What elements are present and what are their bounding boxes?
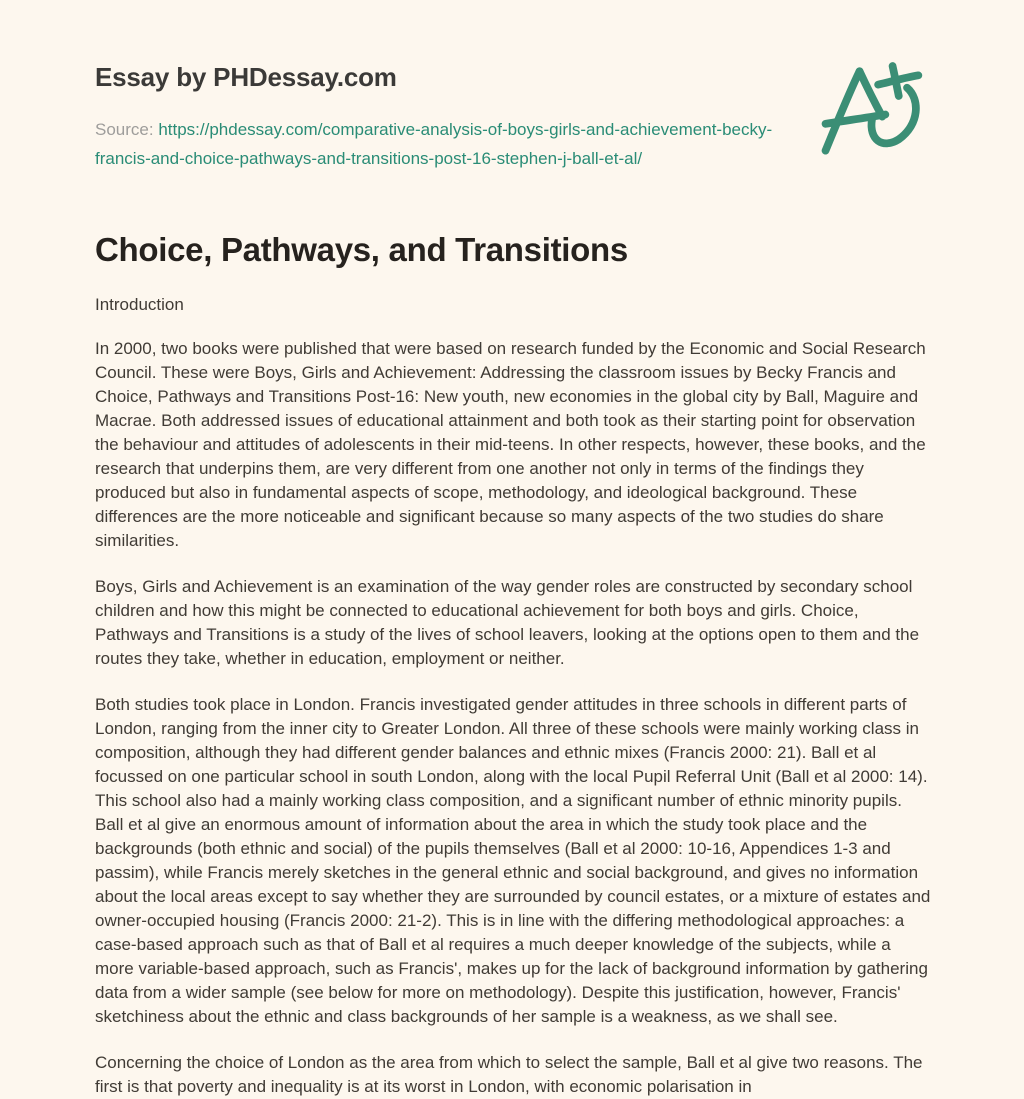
- paragraph-3: Both studies took place in London. Francis investigated gender attitudes in three schools in different parts of London, ranging from the inner city to Greater London. All three of these schools were mainly working class in composition, although they had different gender balances and ethnic mixes (Francis 2000: 21). Ball et al focussed on one particular school in south London, along with the local Pupil Referral Unit (Ball et al 2000: 14). This school also had a mainly working class composition, and a significant number of ethnic minority pupils. Ball et al give an enormous amount of information about the area in which the study took place and the backgrounds (both ethnic and social) of the pupils themselves (Ball et al 2000: 10-16, Appendices 1-3 and passim), while Francis merely sketches in the general ethnic and social background, and gives no information about the local areas except to say whether they are surrounded by council estates, or a mixture of estates and owner-occupied housing (Francis 2000: 21-2). This is in line with the differing methodological approaches: a case-based approach such as that of Ball et al requires a much deeper knowledge of the subjects, while a more variable-based approach, such as Francis', makes up for the lack of background information by gathering data from a wider sample (see below for more on methodology). Despite this justification, however, Francis' sketchiness about the ethnic and class backgrounds of her sample is a weakness, as we shall see.: [95, 695, 931, 1026]
- paragraph-4: Concerning the choice of London as the area from which to select the sample, Ball et al give two reasons. The first is that poverty and inequality is at its worst in London, with economic polarisation in: [95, 1053, 923, 1096]
- article-title: Choice, Pathways, and Transitions: [95, 231, 628, 268]
- essay-content: [95, 0, 933, 1099]
- paragraph-2: Boys, Girls and Achievement is an examination of the way gender roles are constructed by secondary school children and how this might be connected to educational achievement for both boys and girls. Choice, Pathways and Transitions is a study of the lives of school leavers, looking at the options open to them and the routes they take, whether in education, employment or neither.: [95, 577, 920, 668]
- page-title: Essay by PHDessay.com: [95, 62, 397, 92]
- phdessay-a-plus-logo-icon: [822, 64, 926, 162]
- source-block: [95, 115, 795, 173]
- intro-heading: Introduction: [95, 295, 184, 314]
- source-link[interactable]: https://phdessay.com/comparative-analysis-of-boys-girls-and-achievement-becky-francis-and-choice-pathways-and-transitions-post-16-stephen-j-ball-et-al/: [95, 120, 773, 168]
- source-label: Source:: [95, 120, 154, 139]
- paragraph-1: In 2000, two books were published that were based on research funded by the Economic and Social Research Council. These were Boys, Girls and Achievement: Addressing the classroom issues by Becky Francis and Choice, Pathways and Transitions Post-16: New youth, new economies in the global city by Ball, Maguire and Macrae. Both addressed issues of educational attainment and both took as their starting point for observation the behaviour and attitudes of adolescents in their mid-teens. In other respects, however, these books, and the research that underpins them, are very different from one another not only in terms of the findings they produced but also in fundamental aspects of scope, methodology, and ideological background. These differences are the more noticeable and significant because so many aspects of the two studies do share similarities.: [95, 339, 926, 550]
